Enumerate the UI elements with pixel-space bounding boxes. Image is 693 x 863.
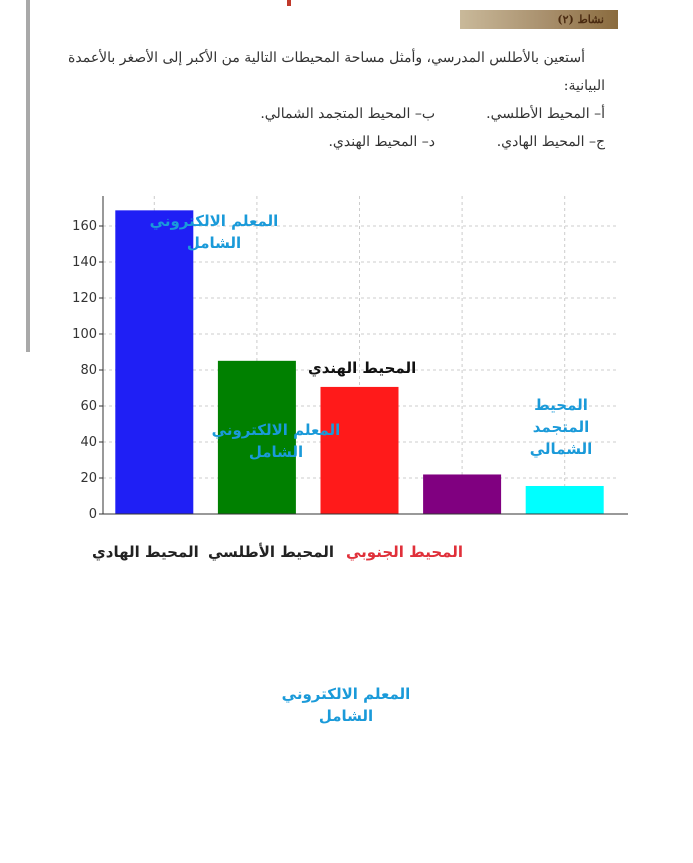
y-tick-label: 0 (88, 507, 97, 522)
y-tick-label: 160 (72, 219, 97, 234)
question-line-1: أستعين بالأطلس المدرسي، وأمثل مساحة المحيطات التالية من الأكبر إلى الأصغر بالأعمدة (68, 50, 585, 66)
watermark (148, 210, 280, 254)
y-tick-label: 140 (72, 255, 97, 270)
label-pacific: المحيط الهادي (92, 543, 199, 561)
watermark-line-1: المعلم الالكتروني (281, 685, 411, 703)
y-tick-label: 40 (80, 435, 97, 450)
label-arctic-line-1: المحيط (534, 396, 588, 414)
label-southern: المحيط الجنوبي (346, 543, 463, 561)
label-arctic (529, 394, 593, 460)
y-tick-label: 60 (80, 399, 97, 414)
watermark-line-1: المعلم الالكتروني (211, 421, 341, 439)
option-a: أ– المحيط الأطلسي. (486, 106, 605, 122)
option-b: ب– المحيط المتجمد الشمالي. (260, 106, 435, 122)
option-c: ج– المحيط الهادي. (496, 134, 605, 150)
y-tick-label: 120 (72, 291, 97, 306)
y-tick-label: 80 (80, 363, 97, 378)
watermark (280, 683, 412, 727)
y-tick-label: 100 (72, 327, 97, 342)
label-arctic-line-3: الشمالي (529, 440, 593, 458)
watermark-line-1: المعلم الالكتروني (149, 212, 279, 230)
label-arctic-line-2: المتجمد (532, 418, 590, 436)
watermark-line-2: الشامل (248, 443, 304, 461)
label-indian: المحيط الهندي (308, 359, 417, 377)
bar-0 (115, 210, 193, 514)
y-tick-label: 20 (80, 471, 97, 486)
option-d: د– المحيط الهندي. (328, 134, 435, 150)
watermark-line-2: الشامل (186, 234, 242, 252)
watermark (210, 419, 342, 463)
watermark-line-2: الشامل (318, 707, 374, 725)
question-line-2: البيانية: (563, 78, 605, 94)
activity-badge-label: نشاط (٢) (557, 13, 604, 26)
y-tick-labels (72, 219, 97, 522)
label-atlantic: المحيط الأطلسي (208, 543, 335, 561)
bar-4 (526, 486, 604, 514)
bar-3 (423, 474, 501, 514)
